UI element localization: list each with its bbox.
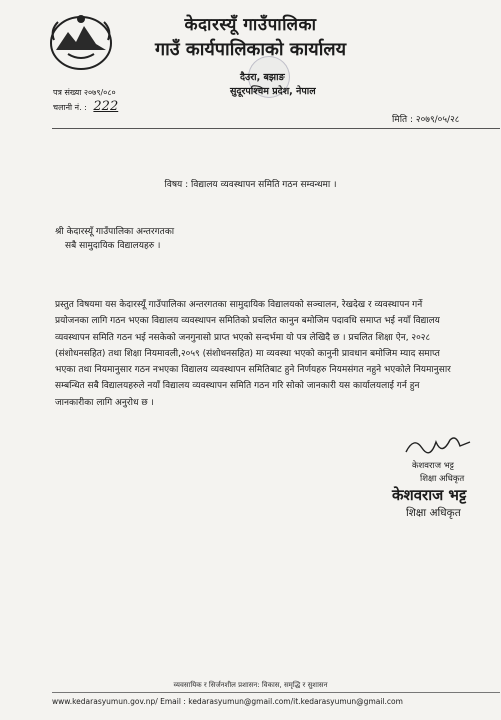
body-line: सम्बन्धित सबै विद्यालयहरुले नयाँ विद्यालय व्यवस्थापन समिति गठन गरि सोको जानकारी यस कार्यालयलाई गर्न हुन xyxy=(55,381,420,392)
body-line: जानकारीका लागि अनुरोध छ । xyxy=(55,397,154,408)
title-stamp: शिक्षा अधिकृत xyxy=(406,507,461,519)
office-location: दैउरा, बझाङ xyxy=(240,72,285,83)
name-stamp: केशवराज भट्ट xyxy=(392,486,467,504)
office-province: सुदूरपश्चिम प्रदेश, नेपाल xyxy=(230,86,316,97)
header-divider xyxy=(52,128,500,129)
signatory-name: केशवराज भट्ट xyxy=(412,461,454,471)
letter-body xyxy=(55,297,495,411)
dispatch-label: चलानी नं. : xyxy=(53,103,87,112)
footer-motto: व्यवसायिक र सिर्जनशील प्रशासन: विकास, समृद्धि र सुशासन xyxy=(173,681,328,689)
body-line: (संशोधनसहित) तथा शिक्षा नियमावली,२०५९ (संशोधनसहित) मा व्यवस्था भएको कानुनी प्रावधान बमोजिम म्याद समाप्त xyxy=(55,348,440,359)
municipality-name: केदारस्यूँ गाउँपालिका xyxy=(184,15,317,35)
signatory-title: शिक्षा अधिकृत xyxy=(420,474,465,484)
office-name: गाउँ कार्यपालिकाको कार्यालय xyxy=(154,39,347,60)
letter-date: मिति : २०७९/०५/२८ xyxy=(392,115,460,125)
body-line: व्यवस्थापन समिति गठन भई नसकेको जनगुनासो प्राप्त भएको सन्दर्भमा यो पत्र लेखिदै छ । प्रचलित शिक्षा ऐन, २०२८ xyxy=(55,332,431,343)
dispatch-number-row xyxy=(53,99,118,114)
addressee-line-1: श्री केदारस्यूँ गाउँपालिका अन्तरगतका xyxy=(55,227,175,237)
body-line: प्रस्तुत विषयमा यस केदारस्यूँ गाउँपालिका अन्तरगतका सामुदायिक विद्यालयको सञ्चालन, रेखदेख र व्यवस्थापन गर्ने xyxy=(55,300,423,310)
addressee-line-2: सबै सामुदायिक विद्यालयहरु । xyxy=(65,241,161,251)
footer-divider xyxy=(52,692,500,693)
body-line: भएका तथा नियमानुसार गठन नभएका विद्यालय व्यवस्थापन समितिबाट हुने निर्णयहरु नियमसंगत नहुने भएकोले नियमानुसार xyxy=(55,365,451,376)
dispatch-number: 222 xyxy=(93,99,119,114)
body-line: प्रयोजनका लागि गठन भएका विद्यालय व्यवस्थापन समितिको प्रचलित कानुन बमोजिम पदावधि समाप्त भई नयाँ विद्यालय xyxy=(55,316,440,327)
footer-contact: www.kedarasyumun.gov.np/ Email : kedarasyumun@gmail.com/it.kedarasyumun@gmail.com xyxy=(52,697,403,706)
letter-number: पत्र संख्या २०७९/०८० xyxy=(53,88,116,97)
subject-line: विषय : विद्यालय व्यवस्थापन समिति गठन सम्वन्धमा । xyxy=(164,180,337,190)
handwritten-signature xyxy=(400,432,480,458)
